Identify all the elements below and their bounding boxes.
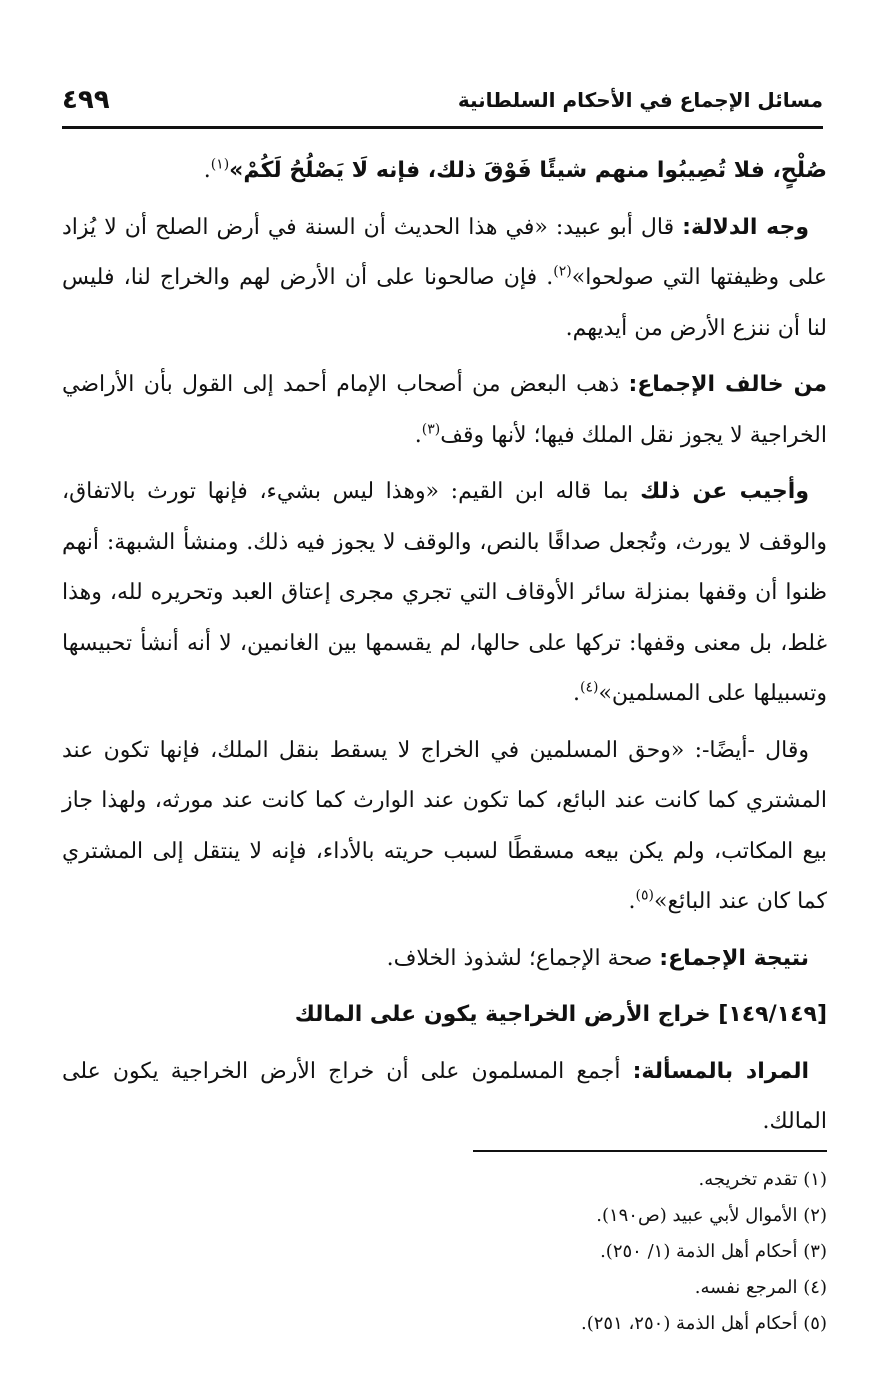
label-response: وأجيب عن ذلك <box>640 479 809 504</box>
label-evidence: وجه الدلالة: <box>682 214 809 240</box>
punctuation: . <box>573 681 580 706</box>
punctuation: . <box>414 422 422 448</box>
footnote-ref-4: (٤) <box>580 679 599 696</box>
meaning-text: أجمع المسلمون على أن خراج الأرض الخراجية يكون على المالك. <box>62 1058 827 1134</box>
footnote-4: (٤) المرجع نفسه. <box>694 1277 827 1298</box>
label-meaning: المراد بالمسألة: <box>632 1058 809 1084</box>
running-title: مسائل الإجماع في الأحكام السلطانية <box>457 88 823 112</box>
paragraph-meaning <box>62 1047 827 1148</box>
footnote-5: (٥) أحكام أهل الذمة (٢٥٠، ٢٥١). <box>581 1313 827 1334</box>
paragraph-dissent <box>62 360 827 461</box>
paragraph-hadith-end <box>62 146 827 197</box>
paragraph-response <box>62 467 827 720</box>
main-text <box>62 146 827 1154</box>
section-heading: [١٤٩/١٤٩] خراج الأرض الخراجية يكون على المالك <box>294 1002 827 1027</box>
footnotes <box>62 1162 827 1342</box>
footnote-3: (٣) أحكام أهل الذمة (١/ ٢٥٠). <box>600 1241 827 1262</box>
paragraph-quote <box>62 726 827 928</box>
dissent-text: ذهب البعض من أصحاب الإمام أحمد إلى القول بأن الأراضي الخراجية لا يجوز نقل الملك فيها؛ لأنها وقف <box>62 372 827 448</box>
label-dissent: من خالف الإجماع: <box>628 372 827 397</box>
quote-text: وقال -أيضًا-: «وحق المسلمين في الخراج لا يسقط بنقل الملك، فإنها تكون عند المشتري كما كانت عند البائع، كما تكون عند الوارث كما كانت عند مورثه، ولهذا جاز بيع المكاتب، ولم يكن بيعه مسقطًا لسبب حريته بالأداء، فإنه لا ينتقل إلى المشتري كما كان عند البائع» <box>62 737 827 914</box>
hadith-text: صُلْحٍ، فلا تُصِيبُوا منهم شيئًا فَوْقَ ذلك، فإنه لَا يَصْلُحُ لَكُمْ» <box>229 158 827 183</box>
evidence-text: قال أبو عبيد: «في هذا الحديث أن السنة في أرض الصلح أن لا يُزاد على وظيفتها التي صولحوا» <box>62 214 827 290</box>
label-result: نتيجة الإجماع: <box>659 945 809 971</box>
footnote-ref-2: (٢) <box>553 263 572 280</box>
page-header <box>62 78 823 122</box>
header-rule <box>62 126 823 129</box>
footnote-ref-5: (٥) <box>635 887 655 904</box>
footnote-separator <box>473 1150 827 1152</box>
footnote-2: (٢) الأموال لأبي عبيد (ص١٩٠). <box>596 1205 827 1226</box>
punctuation: . <box>203 158 211 183</box>
page-number: ٤٩٩ <box>62 85 110 115</box>
result-text: صحة الإجماع؛ لشذوذ الخلاف. <box>386 945 660 971</box>
footnote-ref-1: (١) <box>210 156 230 173</box>
evidence-text-cont: . فإن صالحونا على أن الأرض لهم والخراج لنا، فليس لنا أن ننزع الأرض من أيديهم. <box>62 265 827 341</box>
footnote-1: (١) تقدم تخريجه. <box>698 1169 827 1190</box>
footnote-ref-3: (٣) <box>421 421 441 438</box>
punctuation: . <box>628 889 636 914</box>
paragraph-evidence <box>62 203 827 355</box>
response-text: بما قاله ابن القيم: «وهذا ليس بشيء، فإنها تورث بالاتفاق، والوقف لا يورث، وتُجعل صداقًا بالنص، والوقف لا يجوز فيه ذلك. ومنشأ الشبهة: أنهم ظنوا أن وقفها بمنزلة سائر الأوقاف التي تجري مجرى إعتاق العبد وتحريره لله، وهذا غلط، بل معنى وقفها: تركها على حالها، لم يقسمها بين الغانمين، لا أنه أنشأ تحبيسها وتسبيلها على المسلمين» <box>62 479 827 706</box>
paragraph-result <box>62 934 827 985</box>
